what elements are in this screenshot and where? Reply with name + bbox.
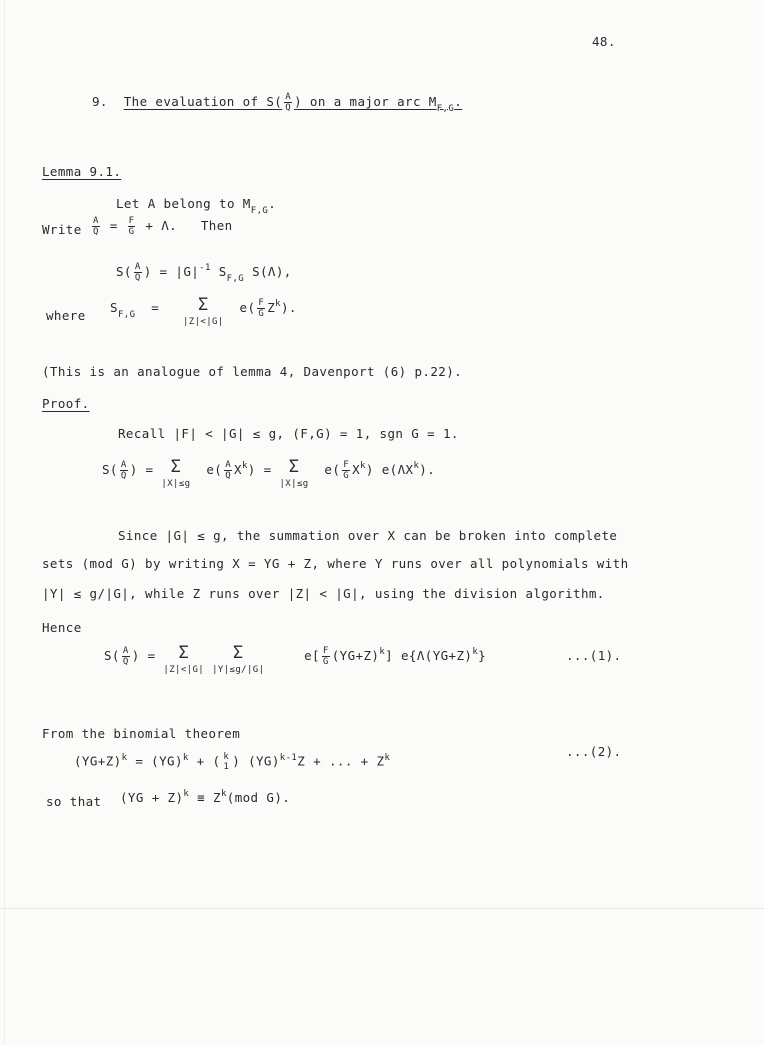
equation-2-tag: ...(2). xyxy=(566,744,622,759)
where-label: where xyxy=(46,308,86,323)
paragraph-line-2: sets (mod G) by writing X = YG + Z, where Y runs over all polynomials with xyxy=(42,556,629,571)
section-heading xyxy=(92,92,462,113)
equation-3: $(YG + Z)^k \equiv Z^k(mod$ G). xyxy=(120,789,291,805)
write-label: Write xyxy=(42,222,82,237)
lemma-title: Lemma 9.1. xyxy=(42,164,122,179)
equation-write: $\frac{A}{Q}$ = $\frac{F}{G}$ + Λ. Then xyxy=(93,216,233,237)
paragraph-line-1: Since |G| ≤ g, the summation over X can be broken into complete xyxy=(118,528,618,543)
equation-1-tag: ...(1). xyxy=(566,648,622,663)
binomial-intro: From the binomial theorem xyxy=(42,726,241,741)
equation-main: S( $\frac{A}{Q}$ ) = $|G|^{-1}$ $S_{F,G}$ S(Λ), xyxy=(116,262,292,284)
hence-label: Hence xyxy=(42,620,82,635)
proof-title: Proof. xyxy=(42,396,90,411)
analogue-note: (This is an analogue of lemma 4, Davenport (6) p.22). xyxy=(42,364,463,379)
lemma-statement: Let A belong to $M_{F,G}$. xyxy=(116,196,277,216)
page-number: 48. xyxy=(592,34,616,49)
page-fold-shadow xyxy=(4,0,5,1045)
equation-sfg: $S_{F,G} = \Sigma$ |Z|<|G| e( $\frac{F}{G}$ $Z^k$). xyxy=(110,295,297,327)
paragraph-line-3: |Y| ≤ g/|G|, while Z runs over |Z| < |G|, using the division algorithm. xyxy=(42,586,605,601)
so-that-label: so that xyxy=(46,794,102,809)
summation-symbol: Σ xyxy=(198,295,209,315)
equation-2: $(YG+Z)^k = (YG)^k$ + ( k 1 ) (YG)$^{k-1}$Z + ... + $Z^k$ xyxy=(74,752,391,772)
page-edge-line xyxy=(0,908,764,909)
equation-1: S( $\frac{A}{Q}$ ) = Σ |Z|<|G| Σ |Y|≤g/|G| e[ $\frac{F}{G}$ $(YG+Z)^k$] $e\{\Lambda(YG+Z)^k\}$ xyxy=(104,643,487,675)
equation-expand: S( $\frac{A}{Q}$ ) = Σ |X|≤g e( $\frac{A}{Q}$ $X^k) = \Sigma$ |X|≤g e( $\frac{F}{G}$ $X^k$) $e(\Lambda X^k)$. xyxy=(102,457,436,489)
proof-recall: Recall |F| < |G| ≤ g, (F,G) = 1, sgn G = 1. xyxy=(118,426,459,441)
section-number: 9. xyxy=(92,94,108,109)
section-title: The evaluation of S( $\frac{A}{Q}$ ) on a major arc $M_{F,G}$. xyxy=(123,92,463,114)
